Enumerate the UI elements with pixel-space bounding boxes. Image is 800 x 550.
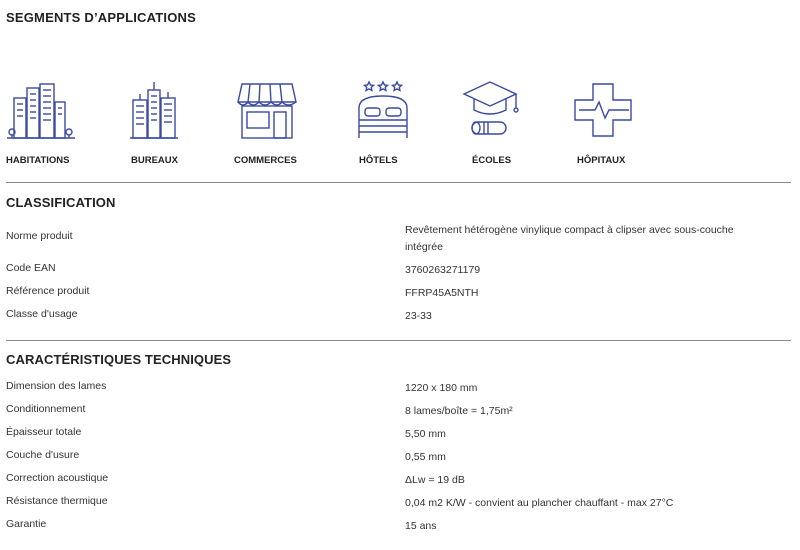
- segment-commerces: [234, 80, 346, 166]
- row-key: Référence produit: [6, 285, 90, 297]
- row-key: Couche d'usure: [6, 449, 80, 461]
- row-key: Garantie: [6, 518, 47, 530]
- hotel-bed-icon: [355, 80, 411, 140]
- graduation-cap-icon: [462, 80, 520, 140]
- technical-title: CARACTÉRISTIQUES TECHNIQUES: [6, 352, 232, 367]
- row-key: Correction acoustique: [6, 472, 109, 484]
- row-value: 0,55 mm: [405, 451, 446, 463]
- row-value: 0,04 m2 K/W - convient au plancher chauffant - max 27°C: [405, 497, 674, 509]
- row-key: Conditionnement: [6, 403, 86, 415]
- row-key: Norme produit: [6, 230, 73, 242]
- classification-title: CLASSIFICATION: [6, 195, 116, 210]
- divider: [6, 182, 791, 183]
- office-towers-icon: [129, 80, 179, 140]
- segment-hotels: [355, 80, 465, 166]
- row-value: 15 ans: [405, 520, 437, 532]
- segment-label: ÉCOLES: [472, 155, 512, 166]
- row-key: Épaisseur totale: [6, 426, 82, 438]
- row-key: Dimension des lames: [6, 380, 107, 392]
- segment-hopitaux: [573, 80, 683, 166]
- segment-label: BUREAUX: [131, 155, 178, 166]
- row-value: 5,50 mm: [405, 428, 446, 440]
- row-value: 8 lames/boîte = 1,75m²: [405, 405, 513, 417]
- row-value: 3760263271179: [405, 264, 481, 276]
- segment-label: HABITATIONS: [6, 155, 70, 166]
- divider: [6, 340, 791, 341]
- segment-bureaux: [129, 80, 239, 166]
- row-key: Classe d'usage: [6, 308, 78, 320]
- segment-label: HÔPITAUX: [577, 155, 626, 166]
- segment-label: HÔTELS: [359, 155, 398, 166]
- row-key: Code EAN: [6, 262, 56, 274]
- medical-cross-icon: [573, 80, 635, 140]
- row-key: Résistance thermique: [6, 495, 108, 507]
- storefront-icon: [236, 80, 298, 140]
- city-buildings-icon: [6, 80, 76, 140]
- row-value: Revêtement hétérogène vinylique compact à clipser avec sous-couche intégrée: [405, 224, 734, 253]
- row-value: FFRP45A5NTH: [405, 287, 479, 299]
- row-value: 1220 x 180 mm: [405, 382, 478, 394]
- segments-title: SEGMENTS D’APPLICATIONS: [6, 10, 196, 25]
- segment-label: COMMERCES: [234, 155, 297, 166]
- row-value: 23-33: [405, 310, 432, 322]
- row-value: ΔLw = 19 dB: [405, 474, 465, 486]
- segment-habitations: [6, 80, 116, 166]
- segment-ecoles: [462, 80, 572, 166]
